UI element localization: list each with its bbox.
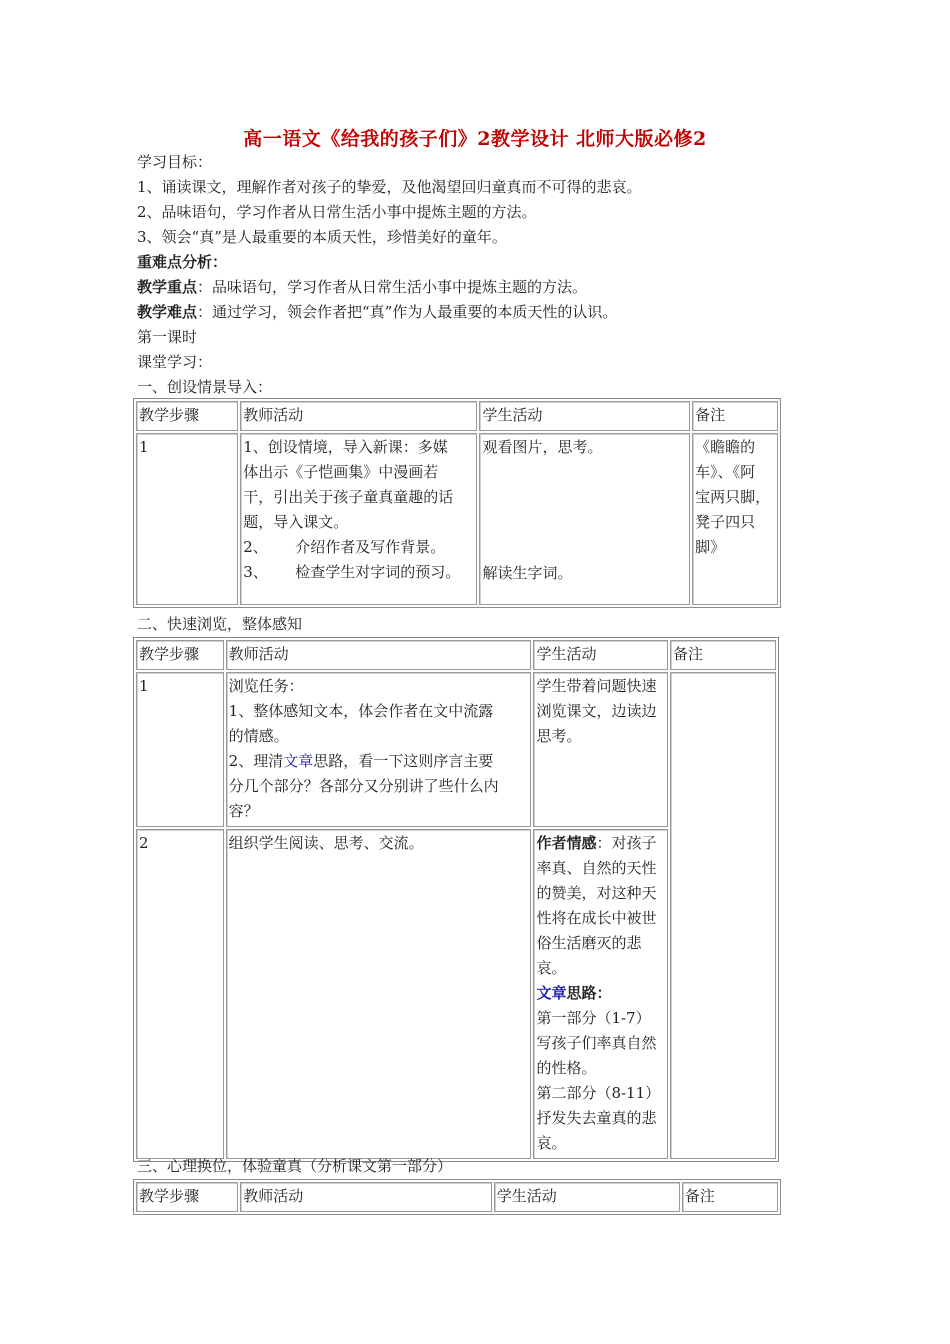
note-cell (670, 672, 776, 1159)
step-cell: 1 (136, 433, 238, 605)
analysis-heading: 重难点分析： (137, 253, 228, 271)
table-row (136, 433, 778, 605)
goal-item-2: 2、品味语句，学习作者从日常生活小事中提炼主题的方法。 (137, 203, 537, 221)
teacher-line: 干，引出关于孩子童真童趣的话 (243, 488, 454, 506)
section-1-heading: 一、创设情景导入： (137, 378, 273, 396)
teacher-item-3 (243, 560, 474, 585)
goal-item-3: 3、领会“真”是人最重要的本质天性，珍惜美好的童年。 (137, 228, 507, 246)
note-line: 宝两只脚， (695, 488, 771, 506)
student-cell (533, 672, 668, 827)
note-line: 车》、《阿 (695, 463, 756, 481)
classroom-label: 课堂学习： (137, 353, 213, 371)
header-teacher: 教师活动 (240, 1182, 492, 1212)
student-activity-1: 观看图片，思考。 (482, 438, 603, 456)
teacher-line: 1、创设情境，导入新课：多媒 (243, 438, 448, 456)
step-cell: 2 (136, 829, 224, 1159)
emotion-label: 作者情感 (536, 834, 597, 852)
header-step: 教学步骤 (136, 1182, 238, 1212)
document-title: 高一语文《给我的孩子们》2教学设计 北师大版必修2 (243, 128, 707, 150)
student-cell (479, 433, 690, 605)
step-cell: 1 (136, 672, 224, 827)
table-overview (133, 637, 779, 1162)
header-note: 备注 (670, 640, 776, 670)
student-cell (533, 829, 668, 1159)
emotion-text: 哀。 (536, 959, 567, 977)
table-header-row (136, 640, 776, 670)
item-number: 3、 (243, 563, 268, 581)
table-header-row (136, 401, 778, 431)
item-text: 介绍作者及写作背景。 (295, 538, 446, 556)
article-link[interactable]: 文章 (536, 984, 567, 1002)
structure-text: 第一部分（1-7） (536, 1009, 651, 1027)
difficulty-text: ：通过学习，领会作者把“真”作为人最重要的本质天性的认识。 (197, 303, 618, 321)
section-2-heading: 二、快速浏览，整体感知 (137, 615, 303, 633)
structure-text: 抒发失去童真的悲 (536, 1109, 657, 1127)
student-line: 学生带着问题快速 (536, 677, 657, 695)
question-prefix: 2、理清 (228, 752, 284, 770)
teacher-cell (226, 672, 532, 827)
teacher-line: 1、整体感知文本，体会作者在文中流露 (228, 702, 494, 720)
teacher-line: 题，导入课文。 (243, 513, 349, 531)
structure-text: 写孩子们率真自然 (536, 1034, 657, 1052)
teacher-item-2 (243, 535, 474, 560)
header-step: 教学步骤 (136, 640, 224, 670)
note-cell (692, 433, 778, 605)
table-warmup (133, 398, 781, 608)
question-suffix: 思路，看一下这则序言主要 (313, 752, 494, 770)
structure-text: 哀。 (536, 1134, 567, 1152)
article-link[interactable]: 文章 (283, 752, 314, 770)
student-line: 思考。 (536, 727, 582, 745)
teacher-line: 浏览任务： (228, 677, 304, 695)
header-note: 备注 (692, 401, 778, 431)
structure-heading (536, 981, 665, 1006)
teacher-line: 的情感。 (228, 727, 289, 745)
section-3-heading: 三、心理换位，体验童真（分析课文第一部分） (137, 1157, 453, 1175)
student-line: 浏览课文，边读边 (536, 702, 657, 720)
key-point-label: 教学重点 (137, 278, 198, 296)
item-number: 2、 (243, 538, 268, 556)
emotion-text: 性将在成长中被世 (536, 909, 657, 927)
emotion-text: 率真、自然的天性 (536, 859, 657, 877)
emotion-line (536, 831, 665, 856)
key-point-line (137, 276, 587, 298)
structure-text: 的性格。 (536, 1059, 597, 1077)
structure-label: 思路： (566, 984, 612, 1002)
teacher-cell (240, 433, 477, 605)
emotion-text: 的赞美，对这种天 (536, 884, 657, 902)
note-line: 脚》 (695, 538, 726, 556)
emotion-first: ：对孩子 (596, 834, 657, 852)
teacher-cell: 组织学生阅读、思考、交流。 (226, 829, 532, 1159)
header-teacher: 教师活动 (240, 401, 477, 431)
header-teacher: 教师活动 (226, 640, 532, 670)
item-text: 检查学生对字词的预习。 (295, 563, 461, 581)
header-student: 学生活动 (533, 640, 668, 670)
note-line: 凳子四只 (695, 513, 756, 531)
header-step: 教学步骤 (136, 401, 238, 431)
header-note: 备注 (682, 1182, 778, 1212)
teacher-line: 体出示《子恺画集》中漫画若 (243, 463, 439, 481)
teacher-line: 容？ (228, 802, 259, 820)
lesson-label: 第一课时 (137, 328, 198, 346)
difficulty-label: 教学难点 (137, 303, 198, 321)
table-experience (133, 1179, 781, 1215)
teacher-line: 分几个部分？各部分又分别讲了些什么内 (228, 777, 499, 795)
emotion-text: 俗生活磨灭的悲 (536, 934, 642, 952)
table-header-row (136, 1182, 778, 1212)
header-student: 学生活动 (494, 1182, 680, 1212)
key-point-text: ：品味语句，学习作者从日常生活小事中提炼主题的方法。 (197, 278, 588, 296)
teacher-question-line (229, 749, 529, 774)
note-line: 《瞻瞻的 (695, 438, 756, 456)
structure-text: 第二部分（8-11） (536, 1084, 661, 1102)
goal-item-1: 1、诵读课文，理解作者对孩子的挚爱，及他渴望回归童真而不可得的悲哀。 (137, 178, 642, 196)
student-activity-2: 解读生字词。 (482, 564, 573, 582)
header-student: 学生活动 (479, 401, 690, 431)
goals-heading: 学习目标： (137, 153, 213, 171)
difficulty-line (137, 301, 617, 323)
table-row (136, 672, 776, 827)
